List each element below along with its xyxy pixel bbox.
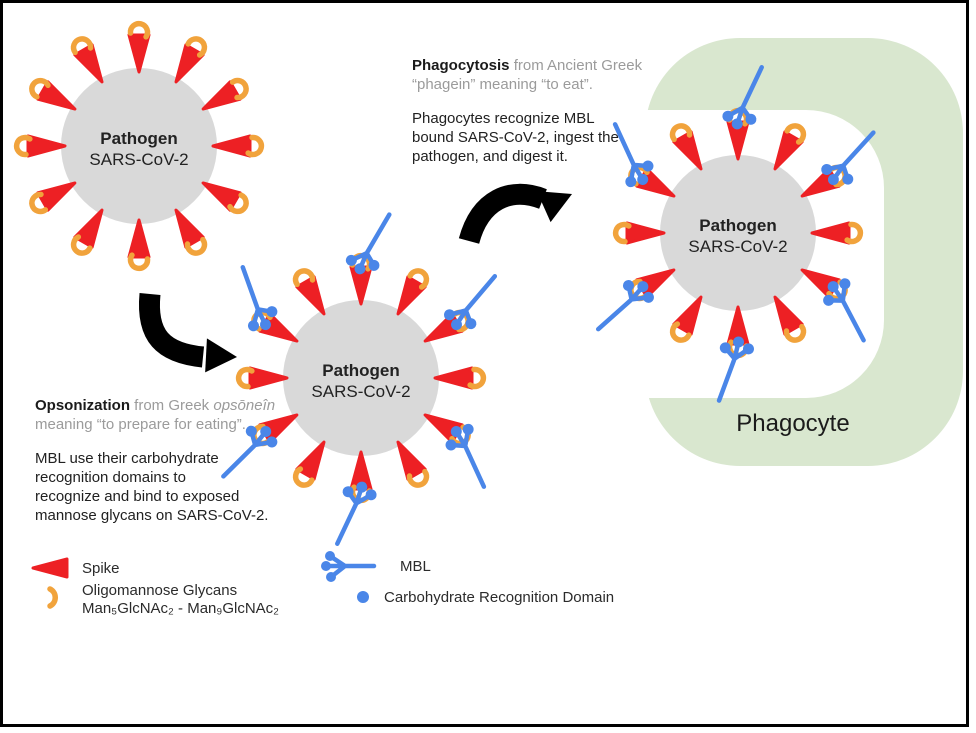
- glycan-icon: [50, 589, 55, 606]
- virion-free: [15, 22, 263, 270]
- virion-name-label: Pathogen: [100, 129, 178, 148]
- legend-crd-label: Carbohydrate Recognition Domain: [384, 589, 615, 606]
- virion-name-label: Pathogen: [322, 361, 400, 380]
- mbl-icon: [321, 551, 374, 582]
- virion-strain-label: SARS-CoV-2: [688, 237, 788, 256]
- crd-icon: [357, 591, 369, 603]
- opsonization-arrow: [149, 294, 237, 374]
- legend-glycan-label: Oligomannose Glycans Man₅GlcNAc₂ - Man₉GlcNAc₂: [82, 582, 279, 617]
- phagocyte-label: Phagocyte: [736, 410, 850, 437]
- phagocytosis-arrow: [469, 178, 579, 241]
- legend-mbl-label: MBL: [400, 558, 431, 575]
- virion-strain-label: SARS-CoV-2: [311, 382, 411, 401]
- phagocytosis-definition: Phagocytosis from Ancient Greek: [412, 57, 643, 74]
- spike-icon: [33, 559, 67, 577]
- opsonization-definition: Opsonization from Greek opsōneîn: [35, 397, 276, 414]
- legend-spike-label: Spike: [82, 560, 120, 577]
- opsonization-text: Opsonization from Greek opsōneîn meaning “to prepare for eating”. MBL use their carbohydrate recognition domains to recognize and bind to exposed mannose glycans on SARS-CoV-2.: [35, 396, 280, 525]
- opsonization-term: Opsonization: [35, 397, 135, 414]
- phagocytosis-text: Phagocytosis from Ancient Greek “phagein” meaning “to eat”. Phagocytes recognize MBL bound SARS-CoV-2, ingest the pathogen, and digest it.: [412, 56, 652, 166]
- virion-name-label: Pathogen: [699, 216, 777, 235]
- virion-strain-label: SARS-CoV-2: [89, 150, 189, 169]
- phagocytosis-term: Phagocytosis: [412, 57, 514, 74]
